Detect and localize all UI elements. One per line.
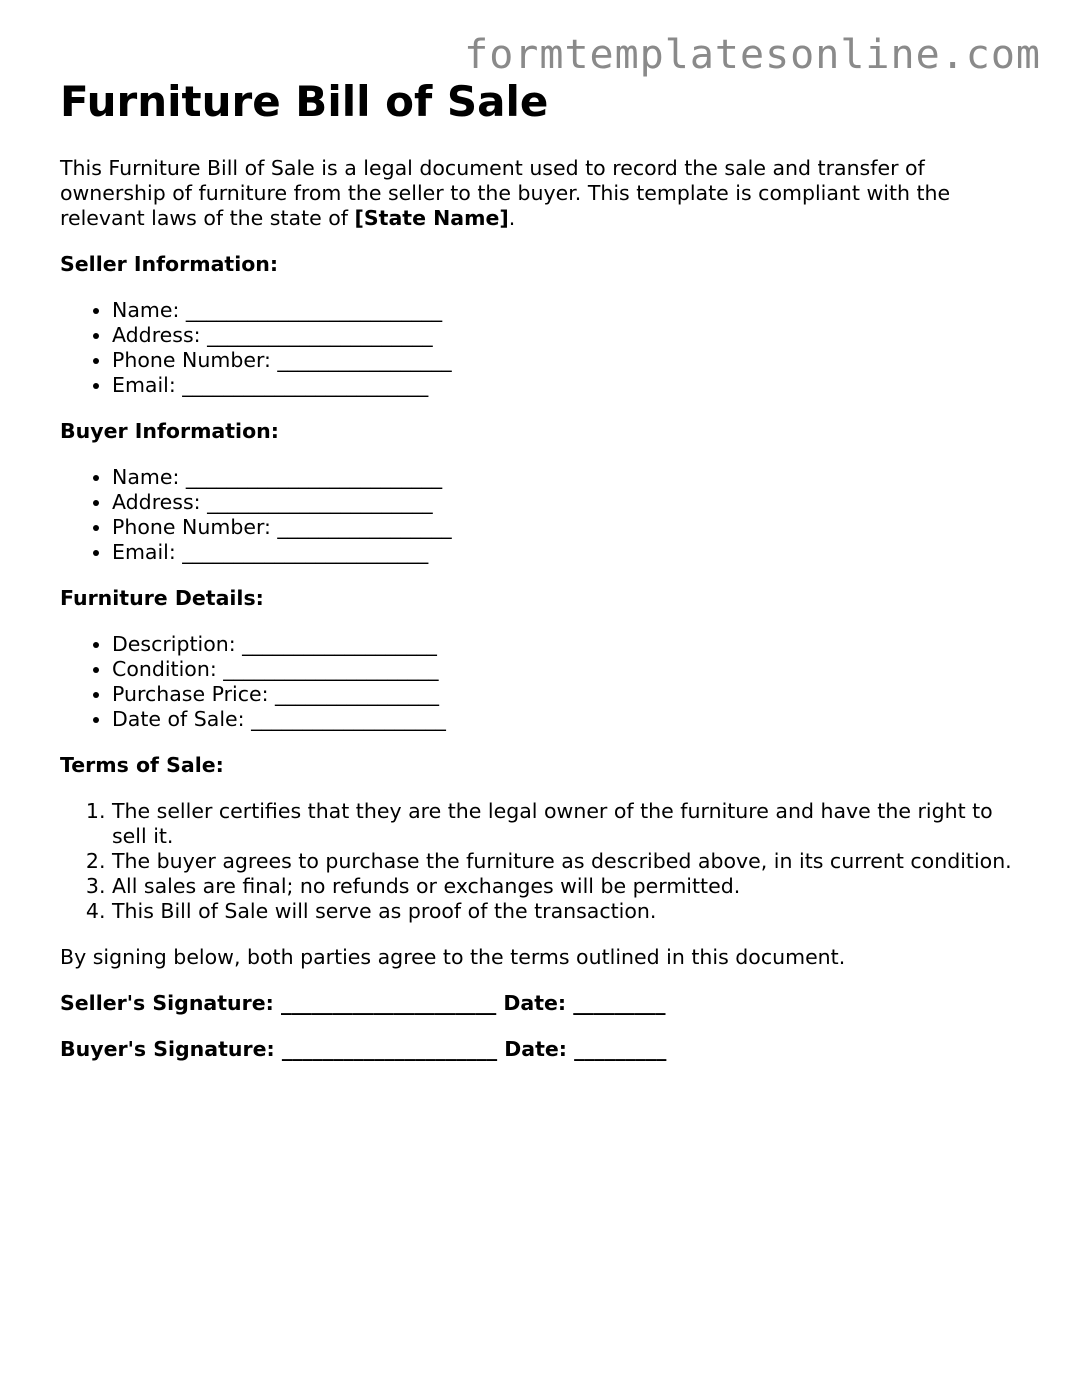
seller-phone-field: • Phone Number: _________________	[112, 348, 1020, 373]
furniture-date-field: • Date of Sale: ___________________	[112, 707, 1020, 732]
seller-address-field: • Address: ______________________	[112, 323, 1020, 348]
seller-email-field: • Email: ________________________	[112, 373, 1020, 398]
seller-name-field: • Name: _________________________	[112, 298, 1020, 323]
closing-statement: By signing below, both parties agree to the terms outlined in this document.	[60, 945, 846, 969]
seller-heading: Seller Information:	[60, 252, 279, 276]
terms-item: 4. This Bill of Sale will serve as proof of the transaction.	[112, 899, 1020, 924]
terms-heading: Terms of Sale:	[60, 753, 224, 777]
seller-fields	[60, 298, 1020, 398]
terms-item: 3. All sales are final; no refunds or exchanges will be permitted.	[112, 874, 1020, 899]
document-page	[60, 76, 1020, 1062]
seller-signature-line: Seller's Signature: _____________________ Date: _________	[60, 991, 666, 1015]
furniture-heading: Furniture Details:	[60, 586, 264, 610]
furniture-condition-field: • Condition: _____________________	[112, 657, 1020, 682]
buyer-name-field: • Name: _________________________	[112, 465, 1020, 490]
buyer-address-field: • Address: ______________________	[112, 490, 1020, 515]
intro-text: This Furniture Bill of Sale is a legal document used to record the sale and transfer of ownership of furniture from the seller to the buyer. This template is compliant with the relevant laws of the state of	[60, 156, 951, 230]
state-name-placeholder: [State Name]	[354, 206, 509, 230]
terms-item: 2. The buyer agrees to purchase the furniture as described above, in its current condition.	[112, 849, 1020, 874]
buyer-email-field: • Email: ________________________	[112, 540, 1020, 565]
watermark: formtemplatesonline.com	[464, 32, 1041, 78]
buyer-phone-field: • Phone Number: _________________	[112, 515, 1020, 540]
buyer-fields	[60, 465, 1020, 565]
terms-list	[60, 799, 1020, 924]
terms-item: 1. The seller certifies that they are the legal owner of the furniture and have the right to sell it.	[112, 799, 1020, 849]
buyer-signature-line: Buyer's Signature: _____________________ Date: _________	[60, 1037, 667, 1061]
furniture-price-field: • Purchase Price: ________________	[112, 682, 1020, 707]
intro-paragraph	[60, 156, 1020, 231]
buyer-heading: Buyer Information:	[60, 419, 279, 443]
furniture-fields	[60, 632, 1020, 732]
furniture-description-field: • Description: ___________________	[112, 632, 1020, 657]
page-title: Furniture Bill of Sale	[60, 77, 549, 126]
intro-end: .	[508, 206, 516, 230]
